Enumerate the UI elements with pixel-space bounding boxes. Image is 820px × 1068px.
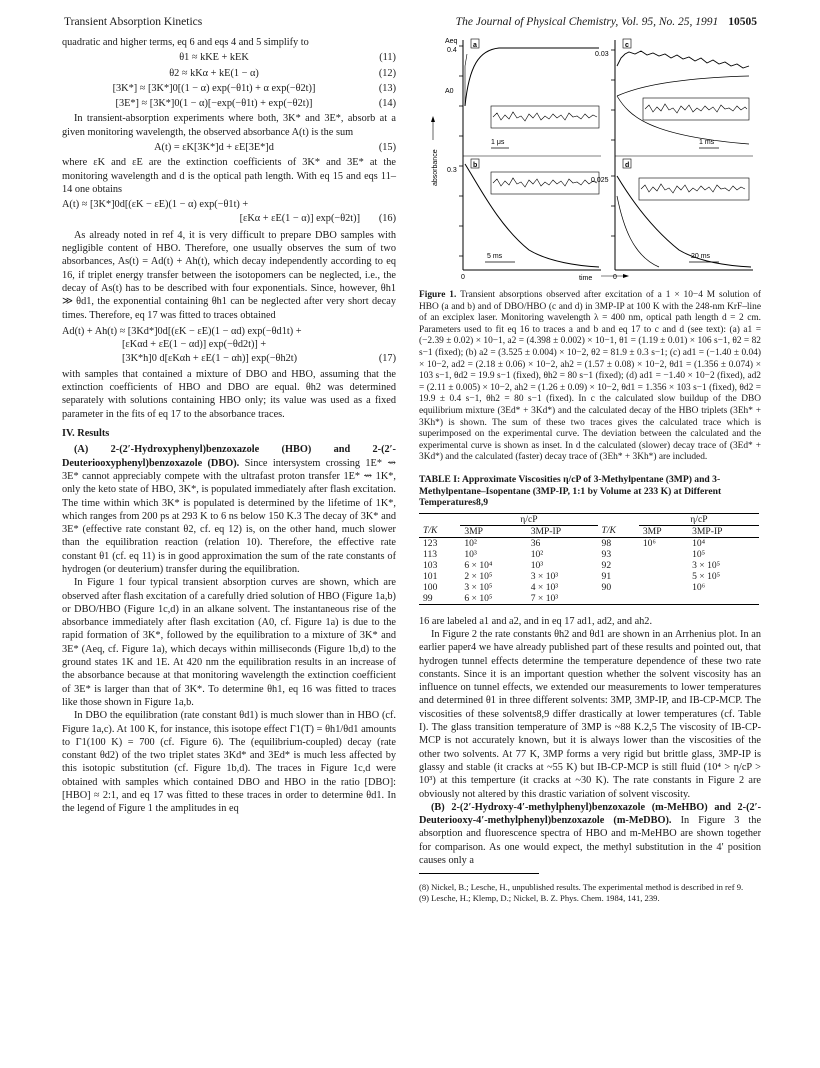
table-cell: 36 [530,537,541,549]
section-heading: IV. Results [62,428,110,440]
table-row [419,593,759,605]
y-axis-title: absorbance [432,149,439,186]
running-header-right [456,16,757,28]
equation-text: [3K*h]0 d[εKαh + εE(1 − αh)] exp(−θh2t) [122,352,298,364]
table-cell: 10⁶ [692,581,706,593]
table-col-head: 3MP [460,525,526,537]
table-cell: 98 [601,537,612,549]
table-cell: 101 [423,570,438,582]
scale-label-d: 20 ms [691,253,711,260]
residual-a [493,112,597,121]
panel-label-d: d [625,162,630,169]
equation-17-line2 [62,338,396,351]
equation-16-line2 [62,212,396,225]
table-cell [639,549,688,560]
paragraph: where εK and εE are the extinction coefficients of 3K* and 3E* at the monitoring wavelength and d is the optical path length. With eq 15 and eqs 11–14 one obtains [62,157,396,195]
table-group-head: η/cP [639,513,759,525]
table-cell: 2 × 10⁵ [464,570,493,582]
table-row [419,571,759,582]
subsection-heading: (A) 2-(2′-Hydroxyphenyl)benzoxazole (HBO) and 2-(2′-Deuteriooxyphenyl)benzoxazole (DBO). [62,444,396,469]
right-column [419,36,761,903]
paragraph: In Figure 1 four typical transient absorption curves are shown, which are observed after flash excitation of a carefully dried solution of HBO (Figure 1a,b) or DBO/HBO (Figure 1c,d) in an alkane solvent. The instantaneous rise of the absorbance immediately after flash excitation (A0, cf. Figure 1a) is due to the rapid formation of 3K*, followed by the equilibration to a mixture of 3K* and 3E* (Aeq, cf. Figure 1a), which decays within milliseconds (Figure 1b,d) to the ground states 1K and 1E. At 420 nm the equilibration results in an increase of the absorbance because at that monitoring wavelength the extinction coefficient of 3E* is larger than that of 3K*. To determine θh1, eq 16 was fitted to traces like those shown in Figure 1a,b. [62,577,396,708]
table-col-head: T/K [419,525,460,537]
paragraph-text: Since intersystem crossing 1E* ⇝ 3E* cannot appreciably compete with the ultrafast proton transfer 1E* ⇝ 1K*, only the keto state of HBO, 3K*, is populated immediately after flash excitation. The time within which 3K* is populated is determined by the lifetime of 1K*, which ranges from 200 ps at 293 K to 6 ns below 150 K.3 The decay of 3K* and 3E* (effective rate constant θ2, cf. eq 12) is, on the other hand, much slower than the equilibration reaction (relation 10). Therefore, the effective rate constant θ1 (cf. eq 11) is in good approximation the sum of the rate constants of hydrogen (or deuterium) transfer during the equilibration. [62,457,396,575]
table-cell: 3 × 10⁵ [692,559,721,571]
paragraph: with samples that contained a mixture of DBO and HBO, assuming that the extinction coefficients of HBO and DBO are equal. θh2 was determined separately with solutions containing HBO only; its value was used as a fixed parameter in the fits of eq 17 to the absorbance traces. [62,368,396,420]
paragraph: 16 are labeled a1 and a2, and in eq 17 ad1, ad2, and ah2. [419,615,653,627]
equation-text: [εKα + εE(1 − α)] exp(−θ2t)] [239,212,360,224]
residual-d [641,184,745,193]
panel-label-a: a [473,42,477,49]
equation-text: [3E*] ≈ [3K*]0(1 − α)[−exp(−θ1t) + exp(−θ2t)] [115,98,313,110]
table-cell: 6 × 10⁴ [464,559,493,571]
table-1 [419,513,759,605]
y-tick-label-b: 0.3 [447,167,457,174]
table-row [419,537,759,549]
paragraph [419,801,761,867]
table-cell: 3 × 10⁵ [464,581,493,593]
running-header-left: Transient Absorption Kinetics [64,16,203,28]
x-zero-right: 0 [613,274,617,281]
table-col-head: 3MP [639,525,688,537]
equation-17-line1 [62,325,396,338]
table-cell [639,582,688,593]
trace-c-buildup [617,76,749,96]
x-zero-left: 0 [461,274,465,281]
footnote-8: (8) Nickel, B.; Lesche, H., unpublished results. The experimental method is described in ref 9. [419,882,744,893]
y-ticks [459,46,615,256]
paragraph: As already noted in ref 4, it is very difficult to prepare DBO samples with negligible content of HBO. Therefore, one usually observes the sum of two absorbances, As(t) = Ad(t) + Ah(t), which decay independently according to eq 16, if triplet energy transfer between the isotopomers can be neglected, i.e., the decay of As(t) has to be described with four exponentials. Since, however, θh1 ≫ θd1, the exponential containing θh1 can be neglected after very short decay times. Therefore, eq 17 was fitted to traces obtained [62,229,396,321]
equation-text: A(t) = εK[3K*]d + εE[3E*]d [154,142,274,154]
figure-1-caption [419,290,761,464]
paragraph: In Figure 2 the rate constants θh2 and θd1 are shown in an Arrhenius plot. In an earlier paper4 we have already published part of these results and pointed out, that hydrogen tunnel effects determine the temperature dependence of these two rate constants. Since it is an important question whether the solvent viscosity has an influence on tunnel effects, we extended our measurements to lower temperatures and determined θ1 in three different solvents: 3MP, 3MP-IP, and IB-CP-MCP. The viscosities of these solvents8,9 differ drastically at lower temperatures (cf. Table I). The glass transition temperature of 3MP is ~88 K.2,5 The viscosity of IB-CP-MCP is not accurately known, but it is always lower than the viscosities of the other two solvents. At 77 K, 3MP forms a very rigid but brittle glass, 3MP-IP is glassy and stable (it cracks at ~55 K) but IB-CP-MCP is still fluid (10⁴ > η/cP > 10³) at this temperture (it cracks at ~30 K). The rate constants in Figure 2 are obviously not altered by this drastic variation of solvent viscosity. [419,628,761,800]
trace-d [617,176,751,267]
y-axis-arrowhead [431,116,435,122]
equation-number: (16) [378,212,396,224]
table-col-head: 3MP-IP [688,525,759,537]
table-cell [639,560,688,571]
table-cell [598,593,639,605]
paragraph: In DBO the equilibration (rate constant θd1) is much slower than in HBO (cf. Figure 1a,c). At 100 K, for instance, this isotope effect Γ1(T) = θh1/θd1 amounts to Γ1(100 K) = 700 (cf. Figure 6). The (equilibrium-coupled) decay (rate constant θd2) of the two triplet states 3Kd* and 3Ed* is much less affected by this isotopic substitution (cf. Figure 1b,d). The traces in Figure 1c,d were obtained with samples which contained DBO and HBO in the ratio [DBO]:[HBO] ≈ 2:1, and eq 17 was fitted to these traces in order to determine θd1. In the legend of Figure 1 the amplitudes in eq [62,710,396,815]
table-cell: 123 [423,537,438,549]
scale-label-c: 1 ms [699,139,715,146]
equation-13 [62,82,396,95]
table-cell: 92 [601,559,612,571]
label-aeq: Aeq [445,38,458,45]
equation-number: (11) [379,52,396,64]
x-axis-arrowhead [623,274,629,278]
journal-citation: The Journal of Physical Chemistry, Vol. 95, No. 25, 1991 [455,16,719,28]
equation-text: Ad(t) + Ah(t) ≈ [3Kd*]0d[(εK − εE)(1 − αd) exp(−θd1t) + [62,325,302,337]
y-tick-label-d: 0.025 [591,177,609,184]
table-cell: 3 × 10³ [530,570,559,582]
equation-17-line3 [62,352,396,365]
equation-number: (17) [378,352,396,364]
table-cell [688,593,759,605]
equation-text: θ1 ≈ kKE + kEK [179,52,249,64]
left-column [62,36,396,816]
paragraph: quadratic and higher terms, eq 6 and eqs 4 and 5 simplify to [62,37,309,48]
table-cell: 10⁶ [642,537,656,549]
equation-15 [62,141,396,154]
table-cell: 10³ [530,559,544,571]
table-cell: 90 [601,581,612,593]
caption-label: Figure 1. [419,290,457,300]
equation-number: (12) [378,67,396,79]
table-cell: 7 × 10³ [527,593,598,605]
paragraph-text: In Figure 3 the absorption and fluorescence spectra of HBO and m-MeHBO are shown together for comparison. As one would expect, the methyl substitution in the 4′ position causes only a [419,815,762,867]
equation-number: (13) [378,82,396,94]
residual-b [493,178,597,187]
equation-11 [62,51,396,64]
table-row [419,549,759,560]
table-1-caption: TABLE I: Approximate Viscosities η/cP of 3-Methylpentane (3MP) and 3-Methylpentane–Isopentane (3MP-IP, 1:1 by Volume at 233 K) at Different Temperatures8,9 [419,473,722,509]
table-cell [639,593,688,605]
paragraph: In transient-absorption experiments where both, 3K* and 3E*, absorb at a given monitoring wavelength, the observed absorbance A(t) is the sum [62,113,396,138]
table-row [419,582,759,593]
equation-number: (15) [378,142,396,154]
page-number: 10505 [728,16,757,28]
table-cell: 10⁵ [692,548,706,560]
table-cell: 5 × 10⁵ [692,570,721,582]
equation-12 [62,67,396,80]
subsection-heading: (B) 2-(2′-Hydroxy-4′-methylphenyl)benzoxazole (m-MeHBO) and 2-(2′-Deuteriooxy-4′-methylphenyl)benzoxazole (m-MeDBO). [419,801,761,827]
table-cell: 10³ [464,548,477,560]
y-tick-label-c: 0.03 [595,51,609,58]
table-spacer [419,513,460,525]
table-col-head: 3MP-IP [527,525,598,537]
trace-a [465,48,599,106]
table-cell: 10⁴ [692,537,706,549]
table-col-head: T/K [598,525,639,537]
equation-14 [62,97,396,110]
table-cell: 99 [419,593,460,605]
table-cell: 93 [601,548,612,560]
y-tick-label-a: 0.4 [447,47,457,54]
scale-label-a: 1 μs [491,139,505,146]
equation-number: (14) [378,98,396,110]
footnote-rule [419,873,539,874]
equation-text: θ2 ≈ kKα + kE(1 − α) [169,67,259,79]
footnote-9: (9) Lesche, H.; Klemp, D.; Nickel, B. Z. Phys. Chem. 1984, 141, 239. [419,892,660,903]
table-spacer [598,513,639,525]
table-cell: 113 [423,548,438,560]
equation-text: [3K*] ≈ [3K*]0[(1 − α) exp(−θ1t) + α exp(−θ2t)] [112,82,316,94]
equation-16-line1 [62,198,396,211]
trace-c [617,51,749,68]
trace-b [465,164,599,267]
table-cell: 103 [423,559,438,571]
figure-1 [419,36,761,284]
table-cell [639,571,688,582]
table-cell: 91 [601,570,612,582]
table-row [419,560,759,571]
table-cell: 4 × 10³ [530,581,559,593]
panel-label-b: b [473,162,478,169]
figure-1-graphic [419,36,759,282]
table-cell: 10² [530,548,544,560]
equation-text: A(t) ≈ [3K*]0d[(εK − εE)(1 − α) exp(−θ1t) + [62,199,249,211]
table-cell: 6 × 10⁵ [460,593,526,605]
x-axis-title: time [579,275,593,282]
panel-label-c: c [625,42,629,49]
equation-text: [εKαd + εE(1 − αd)] exp(−θd2t)] + [122,339,267,351]
table-cell: 10² [464,537,477,549]
scale-label-b: 5 ms [487,253,503,260]
table-group-head: η/cP [460,513,597,525]
caption-text: Transient absorptions observed after excitation of a 1 × 10−4 M solution of HBO (a and b) and of DBO/HBO (c and d) in 3MP-IP at 100 K with the 248-nm KrF–line of an exciplex laser. Monitoring wavelength λ = 400 nm, optical path length d = 2 cm. Parameters used to fit eq 16 to traces a and b and eq 17 to c and d (see text): (a) a1 = (−2.39 ± 0.02) × 10−1, a2 = (4.398 ± 0.002) × 10−1, θ1 = (1.19 ± 0.01) × 106 s−1, θ2 = 82 s−1 (fixed); (b) a2 = (3.525 ± 0.004) × 10−2, θ2 = 81.9 ± 0.3 s−1; (c) ad1 = (−1.40 ± 0.04) × 10−2, ad2 = (2.18 ± 0.06) × 10−2, ah2 = (1.57 ± 0.08) × 10−2, θd1 = (1.356 ± 0.074) × 103 s−1, θd2 = 19.9 s−1 (fixed), θh2 = 80 s−1 (fixed); (d) ad1 = −1.40 × 10−2 (fixed), ad2 = (2.11 ± 0.005) × 10−2, ah2 = (1.26 ± 0.09) × 10−2, θd1 = 1.356 × 103 s−1 (fixed), θd2 = 19.9 ± 0.4 s−1, θh2 = 80 s−1 (fixed). In c the calculated slow buildup of the DBO equilibrium mixture (3Ed* + 3Kd*) and the calculated decay of the HBO triplets (3Eh* + 3Kh*) is shown. The sum of these two traces gives the calculated trace which is superimposed on the experimental curve. The deviation between the calculated and the experimental curve is shown as inset. In d the calculated (slower) decay trace of (3Ed* + 3Kd*) and the calculated (faster) decay trace of (3Eh* + 3Kh*) are included. [419,290,761,463]
label-a0: A0 [445,88,454,95]
paragraph [62,443,396,576]
residual-c [645,104,747,113]
table-cell: 100 [423,581,438,593]
